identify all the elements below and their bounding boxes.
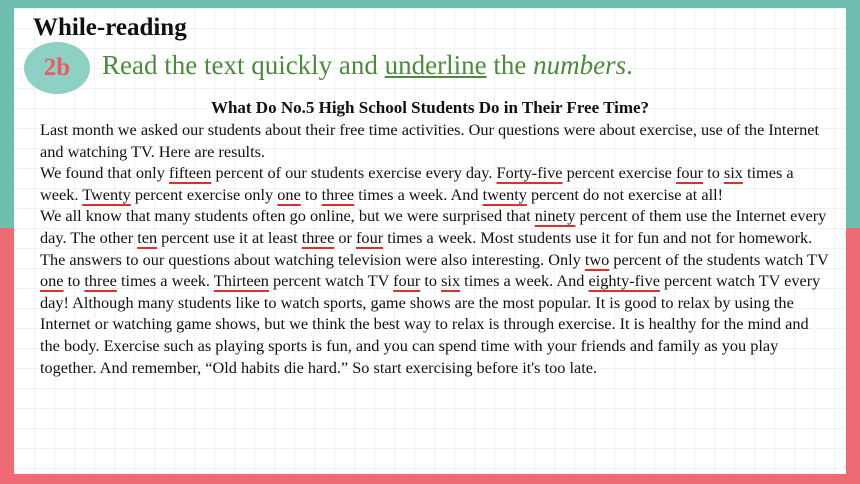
article-text: Last month we asked our students about their free time activities. Our questions were about exercise, use of the Internet and watching TV. Here are results. — [40, 120, 819, 161]
underlined-number: ninety — [534, 206, 576, 226]
article-body — [40, 119, 830, 378]
article-text: percent watch TV — [268, 271, 394, 291]
article-title: What Do No.5 High School Students Do in Their Free Time? — [210, 98, 650, 117]
article-text: percent exercise only — [130, 184, 278, 204]
article-text: We all know that many students often go online, but we were surprised that — [40, 206, 535, 226]
underlined-number: eighty-five — [588, 271, 660, 291]
underlined-number: Forty-five — [496, 163, 563, 183]
underlined-number: six — [441, 271, 461, 291]
article-text: times a week. — [116, 271, 214, 291]
underlined-number: three — [301, 227, 335, 247]
article-text: times a week. Most students use it for fun and not for homework. — [383, 227, 813, 247]
article-text: to — [703, 163, 724, 183]
underlined-number: one — [40, 271, 64, 291]
underlined-number: three — [84, 271, 117, 291]
underlined-number: Thirteen — [213, 271, 269, 291]
article-text: times a week. And — [354, 184, 483, 204]
article-text: percent of our students exercise every day. — [211, 163, 497, 183]
article-text: to — [300, 184, 322, 204]
article-text: or — [334, 227, 357, 247]
instruction-underline-word: underline — [384, 50, 487, 80]
article-text: percent of the students watch TV — [609, 249, 829, 269]
underlined-number: ten — [137, 227, 158, 247]
instruction-text: Read the text quickly and — [102, 50, 385, 80]
underlined-number: twenty — [482, 184, 527, 204]
underlined-number: four — [356, 227, 384, 247]
article-paragraph — [40, 162, 830, 205]
article-text: percent watch TV every day! Although many students like to watch sports, game shows are the most popular. It is good to relax by using the Internet or watching game shows, but we think the best way to relax is through exercise. It is healthy for the mind and the body. Exercise such as playing sports is fun, and you can spend time with your friends and family as you play together. And remember, “Old habits die hard.” So start exercising before it's too late. — [40, 271, 821, 377]
article-text: to — [420, 271, 442, 291]
underlined-number: Twenty — [82, 184, 131, 204]
underlined-number: fifteen — [168, 163, 212, 183]
article-text: The answers to our questions about watching television were also interesting. Only — [40, 249, 585, 269]
article-text: percent exercise — [562, 163, 676, 183]
article-text: percent do not exercise at all! — [526, 184, 724, 204]
underlined-number: two — [584, 249, 610, 269]
article-text: times a week. And — [460, 271, 589, 291]
article-text: percent use it at least — [157, 227, 302, 247]
article-text: times a week. — [40, 163, 794, 204]
instruction-text: . — [626, 50, 633, 80]
underlined-number: four — [393, 271, 421, 291]
underlined-number: one — [277, 184, 301, 204]
task-badge: 2b — [24, 42, 90, 94]
article-paragraph — [40, 205, 830, 248]
article-text: We found that only — [40, 163, 169, 183]
task-instruction — [102, 50, 633, 81]
section-title: While-reading — [33, 14, 187, 41]
instruction-text: the — [486, 50, 534, 80]
underlined-number: four — [675, 163, 704, 183]
article-paragraph — [40, 119, 830, 162]
underlined-number: three — [321, 184, 355, 204]
article-text: to — [63, 271, 85, 291]
instruction-italic-word: numbers — [533, 50, 627, 80]
article-paragraph — [40, 249, 830, 379]
article-text: percent of them use the Internet every day. The other — [40, 206, 827, 247]
underlined-number: six — [723, 163, 743, 183]
